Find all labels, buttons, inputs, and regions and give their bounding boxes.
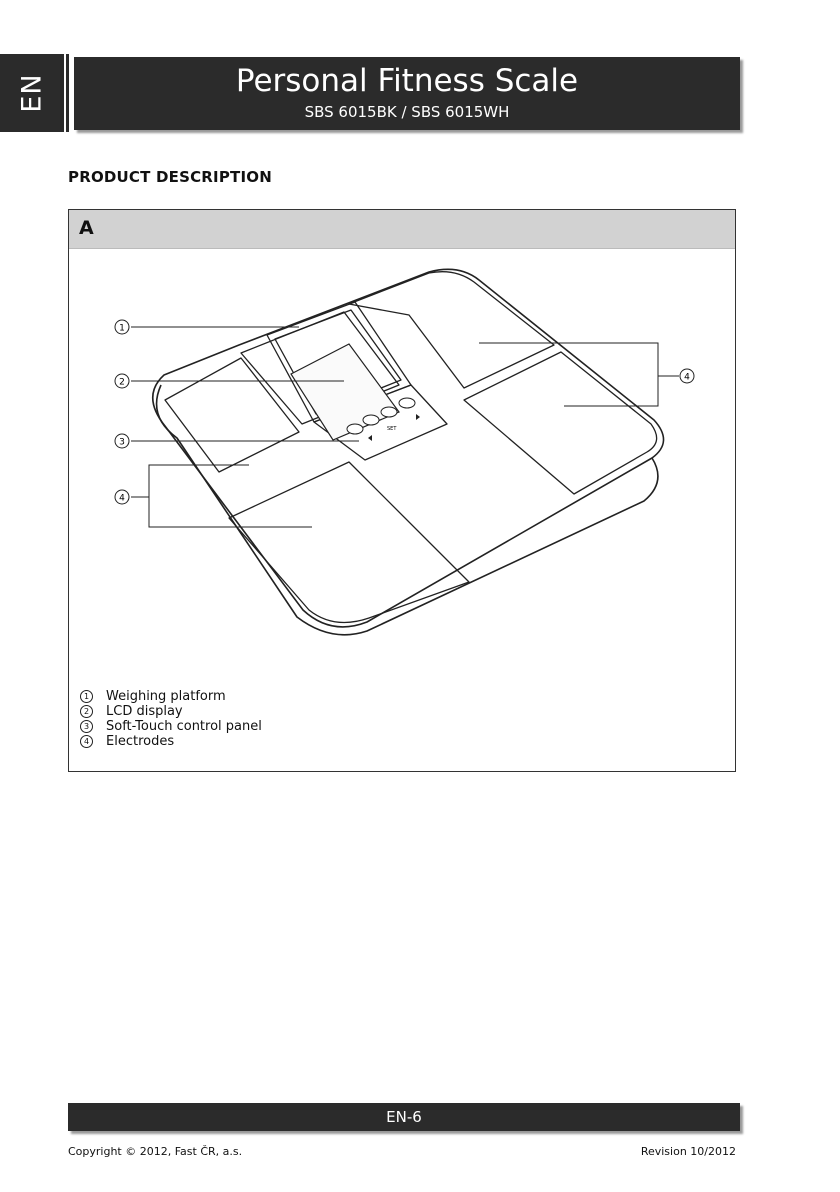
callout-number: 4 xyxy=(119,493,125,504)
legend-item xyxy=(80,689,262,704)
control-button-3 xyxy=(381,407,397,417)
legend-number: 4 xyxy=(80,735,93,748)
control-button-1 xyxy=(347,424,363,434)
callout-1 xyxy=(115,320,129,334)
legend-item xyxy=(80,704,262,719)
callout-number: 4 xyxy=(684,372,690,383)
language-tab-label: EN xyxy=(16,73,48,113)
control-button-4 xyxy=(399,398,415,408)
callout-4-left xyxy=(115,490,129,504)
control-button-2 xyxy=(363,415,379,425)
language-tab-divider xyxy=(66,54,69,132)
figure-legend xyxy=(80,689,262,749)
legend-text: LCD display xyxy=(106,704,183,719)
callout-2 xyxy=(115,374,129,388)
callout-number: 3 xyxy=(119,437,125,448)
legend-text: Soft-Touch control panel xyxy=(106,719,262,734)
figure-a xyxy=(68,209,736,772)
electrode-front-middle xyxy=(229,462,469,623)
scale-illustration xyxy=(69,210,735,771)
model-subtitle: SBS 6015BK / SBS 6015WH xyxy=(304,103,510,121)
legend-text: Electrodes xyxy=(106,734,175,749)
callout-number: 2 xyxy=(119,377,125,388)
legend-item xyxy=(80,734,262,749)
scale-outline xyxy=(153,269,664,627)
footer-band xyxy=(68,1103,740,1131)
scale-base-edge xyxy=(157,385,658,635)
legend-number: 3 xyxy=(80,720,93,733)
legend-number: 1 xyxy=(80,690,93,703)
legend-item xyxy=(80,719,262,734)
legend-number: 2 xyxy=(80,705,93,718)
legend-text: Weighing platform xyxy=(106,689,226,704)
electrode-front-left xyxy=(165,358,299,472)
page-number: EN-6 xyxy=(386,1108,422,1126)
header-band xyxy=(74,57,740,130)
figure-letter: A xyxy=(79,217,94,239)
revision-text: Revision 10/2012 xyxy=(640,1145,736,1158)
language-tab xyxy=(0,54,64,132)
callout-3 xyxy=(115,434,129,448)
set-label: SET xyxy=(387,426,397,432)
lcd-screen xyxy=(291,344,399,440)
page-title: Personal Fitness Scale xyxy=(235,63,579,99)
copyright-text: Copyright © 2012, Fast ČR, a.s. xyxy=(68,1145,243,1158)
arrow-right xyxy=(416,414,420,420)
callout-number: 1 xyxy=(119,323,125,334)
arrow-left xyxy=(368,435,372,441)
callout-4-right xyxy=(680,369,694,383)
section-heading: PRODUCT DESCRIPTION xyxy=(68,168,272,186)
